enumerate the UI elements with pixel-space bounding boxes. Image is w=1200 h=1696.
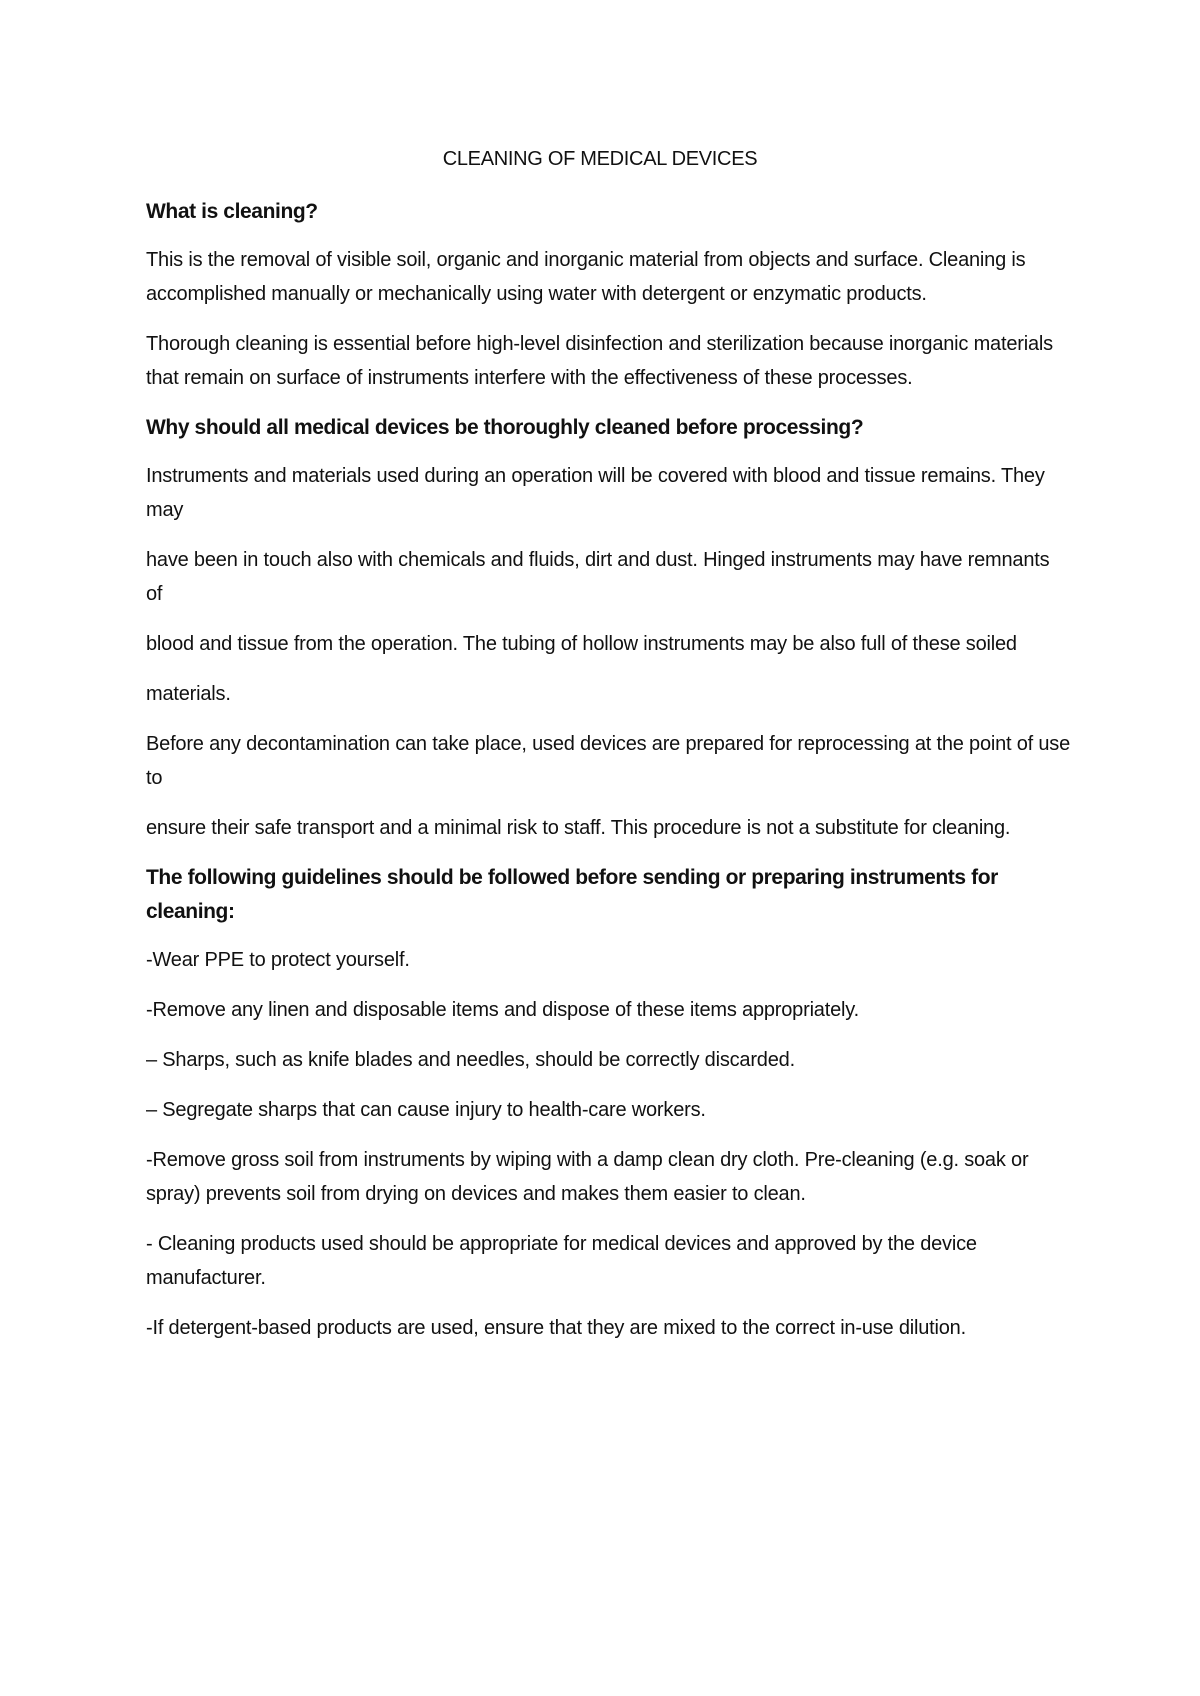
paragraph-thorough-cleaning: Thorough cleaning is essential before high-level disinfection and sterilization because inorganic materials that remain on surface of instruments interfere with the effectiveness of these processes. — [146, 333, 1053, 389]
paragraph-why: blood and tissue from the operation. The tubing of hollow instruments may be also full of these soiled — [146, 633, 1017, 655]
document-title: CLEANING OF MEDICAL DEVICES — [442, 148, 758, 170]
guideline-item: - Cleaning products used should be appropriate for medical devices and approved by the device manufacturer. — [146, 1233, 977, 1289]
document-body — [146, 195, 1071, 1361]
guideline-item: -Wear PPE to protect yourself. — [146, 949, 410, 971]
paragraph-why: materials. — [146, 683, 231, 705]
paragraph-why: Instruments and materials used during an operation will be covered with blood and tissue remains. They may — [146, 465, 1045, 521]
guideline-item: – Segregate sharps that can cause injury to health-care workers. — [146, 1099, 706, 1121]
heading-guidelines: The following guidelines should be followed before sending or preparing instruments for cleaning: — [146, 866, 998, 923]
paragraph-definition: This is the removal of visible soil, organic and inorganic material from objects and surface. Cleaning is accomplished manually or mechanically using water with detergent or enzymatic products. — [146, 249, 1026, 305]
guideline-item: -Remove gross soil from instruments by wiping with a damp clean dry cloth. Pre-cleaning (e.g. soak or spray) prevents soil from drying on devices and makes them easier to clean. — [146, 1149, 1029, 1205]
heading-why-clean: Why should all medical devices be thoroughly cleaned before processing? — [146, 416, 864, 439]
paragraph-why: ensure their safe transport and a minimal risk to staff. This procedure is not a substitute for cleaning. — [146, 817, 1011, 839]
guideline-item: – Sharps, such as knife blades and needles, should be correctly discarded. — [146, 1049, 795, 1071]
heading-what-is-cleaning: What is cleaning? — [146, 200, 318, 223]
guideline-item: -Remove any linen and disposable items and dispose of these items appropriately. — [146, 999, 859, 1021]
guideline-item: -If detergent-based products are used, ensure that they are mixed to the correct in-use dilution. — [146, 1317, 966, 1339]
paragraph-why: Before any decontamination can take place, used devices are prepared for reprocessing at the point of use to — [146, 733, 1071, 789]
paragraph-why: have been in touch also with chemicals and fluids, dirt and dust. Hinged instruments may have remnants of — [146, 549, 1050, 605]
